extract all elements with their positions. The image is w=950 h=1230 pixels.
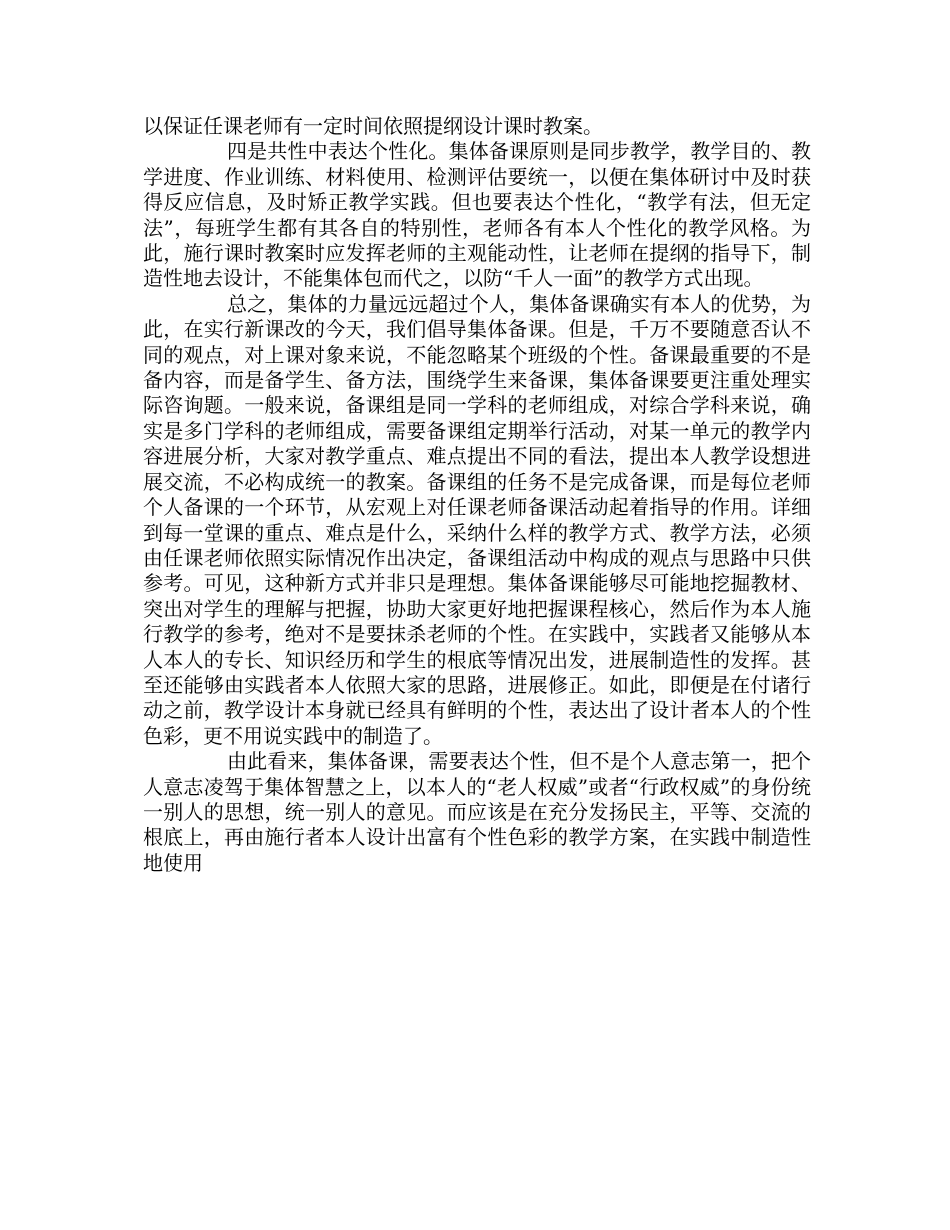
- paragraph-summary: 总之，集体的力量远远超过个人，集体备课确实有本人的优势，为此，在实行新课改的今天，我们倡导集体备课。但是，千万不要随意否认不同的观点，对上课对象来说，不能忽略某个班级的个性。备课最重要的不是备内容，而是备学生、备方法，围绕学生来备课，集体备课要更注重处理实际咨询题。一般来说，备课组是同一学科的老师组成，对综合学科来说，确实是多门学科的老师组成，需要备课组定期举行活动，对某一单元的教学内容进展分析，大家对教学重点、难点提出不同的看法，提出本人教学设想进展交流，不必构成统一的教案。备课组的任务不是完成备课，而是每位老师个人备课的一个环节，从宏观上对任课老师备课活动起着指导的作用。详细到每一堂课的重点、难点是什么，采纳什么样的教学方式、教学方法，必须由任课老师依照实际情况作出决定，备课组活动中构成的观点与思路中只供参考。可见，这种新方式并非只是理想。集体备课能够尽可能地挖掘教材、突出对学生的理解与把握，协助大家更好地把握课程核心，然后作为本人施行教学的参考，绝对不是要抹杀老师的个性。在实践中，实践者又能够从本人本人的专长、知识经历和学生的根底等情况出发，进展制造性的发挥。甚至还能够由实践者本人依照大家的思路，进展修正。如此，即便是在付诸行动之前，教学设计本身就已经具有鲜明的个性，表达出了设计者本人的个性色彩，更不用说实践中的制造了。: [143, 291, 811, 748]
- paragraph-individuality: 四是共性中表达个性化。集体备课原则是同步教学，教学目的、教学进度、作业训练、材料使用、检测评估要统一，以便在集体研讨中及时获得反应信息，及时矫正教学实践。但也要表达个性化，“教学有法，但无定法”，每班学生都有其各自的特别性，老师各有本人个性化的教学风格。为此，施行课时教案时应发挥老师的主观能动性，让老师在提纲的指导下，制造性地去设计，不能集体包而代之，以防“千人一面”的教学方式出现。: [143, 139, 811, 291]
- paragraph-continuation: 以保证任课老师有一定时间依照提纲设计课时教案。: [143, 114, 603, 138]
- paragraph-conclusion: 由此看来，集体备课，需要表达个性，但不是个人意志第一，把个人意志凌驾于集体智慧之上，以本人的“老人权威”或者“行政权威”的身份统一别人的思想，统一别人的意见。而应该是在充分发扬民主，平等、交流的根底上，再由施行者本人设计出富有个性色彩的教学方案，在实践中制造性地使用: [143, 749, 811, 875]
- document-body: [143, 114, 811, 876]
